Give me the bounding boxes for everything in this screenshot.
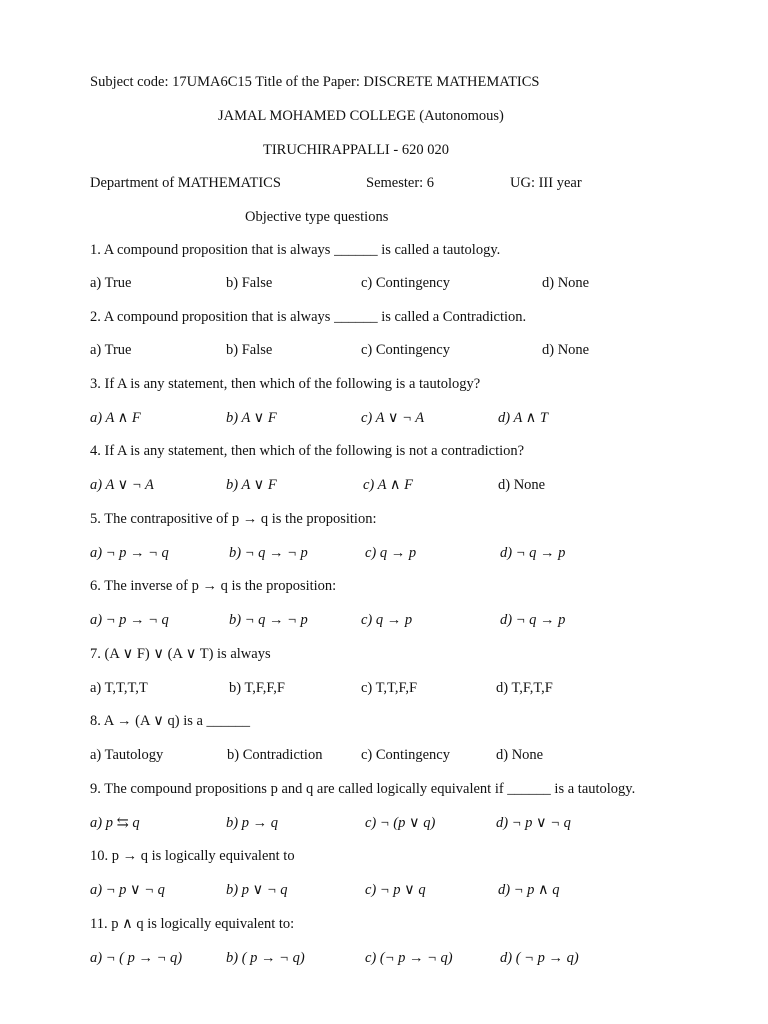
q6-option-a: a) ¬ p → ¬ q (90, 612, 169, 628)
semester: Semester: 6 (366, 175, 435, 191)
q8-option-d: d) None (496, 747, 544, 763)
q10-option-b: b) p ∨ ¬ q (226, 882, 288, 898)
q3-option-c: c) A ∨ ¬ A (361, 410, 425, 426)
question-9: 9. The compound propositions p and q are called logically equivalent if ______ is a tautology. (90, 781, 636, 797)
question-5: 5. The contrapositive of p → q is the proposition: (90, 511, 377, 527)
q1-option-c: c) Contingency (361, 275, 450, 291)
question-8: 8. A → (A ∨ q) is a ______ (90, 713, 251, 729)
section-title: Objective type questions (245, 209, 389, 225)
q8-option-a: a) Tautology (90, 747, 164, 763)
q5-option-d: d) ¬ q → p (500, 545, 566, 561)
department: Department of MATHEMATICS (90, 175, 281, 191)
q11-option-a: a) ¬ ( p → ¬ q) (90, 950, 183, 966)
question-4: 4. If A is any statement, then which of the following is not a contradiction? (90, 443, 525, 459)
q5-option-c: c) q → p (365, 545, 417, 561)
q10-option-a: a) ¬ p ∨ ¬ q (90, 882, 165, 898)
q1-option-a: a) True (90, 275, 132, 291)
q2-option-a: a) True (90, 342, 132, 358)
q7-option-c: c) T,T,F,F (361, 680, 418, 696)
q9-option-d: d) ¬ p ∨ ¬ q (496, 815, 571, 831)
question-10: 10. p → q is logically equivalent to (90, 848, 295, 864)
q2-option-c: c) Contingency (361, 342, 450, 358)
q5-option-a: a) ¬ p → ¬ q (90, 545, 169, 561)
q10-option-d: d) ¬ p ∧ q (498, 882, 560, 898)
q4-option-a: a) A ∨ ¬ A (90, 477, 154, 493)
q6-option-d: d) ¬ q → p (500, 612, 566, 628)
college-city: TIRUCHIRAPPALLI - 620 020 (263, 142, 449, 158)
question-3: 3. If A is any statement, then which of the following is a tautology? (90, 376, 481, 392)
subject-line: Subject code: 17UMA6C15 Title of the Paper: DISCRETE MATHEMATICS (90, 74, 540, 90)
q2-option-d: d) None (542, 342, 590, 358)
q4-option-c: c) A ∧ F (363, 477, 413, 493)
q9-option-b: b) p → q (226, 815, 278, 831)
q7-option-d: d) T,F,T,F (496, 680, 553, 696)
q8-option-c: c) Contingency (361, 747, 450, 763)
question-6: 6. The inverse of p → q is the proposition: (90, 578, 337, 594)
q10-option-c: c) ¬ p ∨ q (365, 882, 426, 898)
q3-option-d: d) A ∧ T (498, 410, 548, 426)
q4-option-b: b) A ∨ F (226, 477, 277, 493)
q4-option-d: d) None (498, 477, 546, 493)
q9-option-a: a) p ⇆ q (90, 815, 140, 831)
q8-option-b: b) Contradiction (227, 747, 323, 763)
q3-option-a: a) A ∧ F (90, 410, 141, 426)
q1-option-b: b) False (226, 275, 273, 291)
q7-option-b: b) T,F,F,F (229, 680, 285, 696)
question-2: 2. A compound proposition that is always ______ is called a Contradiction. (90, 309, 527, 325)
question-1: 1. A compound proposition that is always ______ is called a tautology. (90, 242, 501, 258)
q1-option-d: d) None (542, 275, 590, 291)
q7-option-a: a) T,T,T,T (90, 680, 148, 696)
question-11: 11. p ∧ q is logically equivalent to: (90, 916, 295, 932)
q3-option-b: b) A ∨ F (226, 410, 277, 426)
q2-option-b: b) False (226, 342, 273, 358)
college-name: JAMAL MOHAMED COLLEGE (Autonomous) (218, 108, 504, 124)
year: UG: III year (510, 175, 582, 191)
q9-option-c: c) ¬ (p ∨ q) (365, 815, 436, 831)
q11-option-c: c) (¬ p → ¬ q) (365, 950, 453, 966)
q6-option-b: b) ¬ q → ¬ p (229, 612, 308, 628)
q6-option-c: c) q → p (361, 612, 413, 628)
q11-option-d: d) ( ¬ p → q) (500, 950, 579, 966)
question-7: 7. (A ∨ F) ∨ (A ∨ T) is always (90, 646, 271, 662)
q11-option-b: b) ( p → ¬ q) (226, 950, 305, 966)
q5-option-b: b) ¬ q → ¬ p (229, 545, 308, 561)
